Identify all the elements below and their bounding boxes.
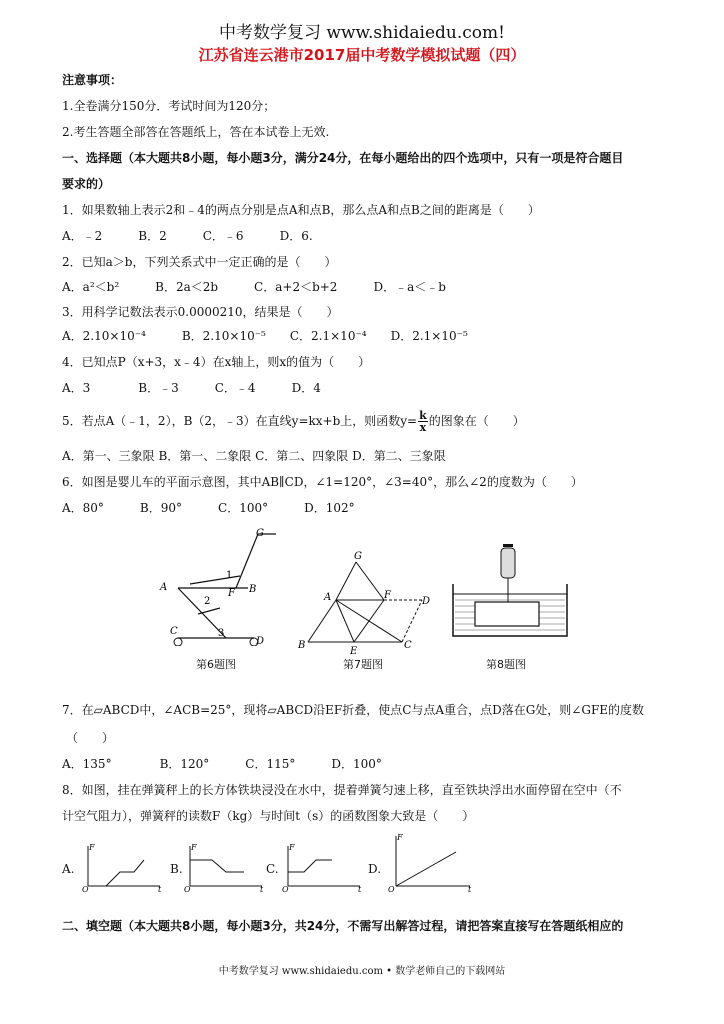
fig6-angle-2: 2 (204, 596, 211, 607)
q5-fraction-den: x (419, 421, 427, 434)
fig6-angle-3: 3 (218, 628, 225, 639)
fig6-label-C: C (170, 626, 178, 637)
figure-7-parallelogram (294, 550, 434, 660)
fig7-label-B: B (298, 640, 306, 651)
q8-graph-c[interactable] (280, 842, 364, 892)
fig6-label-B: B (249, 584, 257, 595)
q8-graph-d-y-axis: F (397, 833, 403, 842)
figure-6-caption: 第6题图 (196, 658, 236, 671)
fig6-label-D: D (256, 636, 265, 646)
notes-heading: 注意事项： (62, 73, 123, 87)
q8-graph-c-x-axis: t (358, 885, 362, 892)
figure-7-caption: 第7题图 (343, 658, 383, 671)
fig6-label-A: A (160, 582, 168, 593)
site-header: 中考数学复习 www.shidaiedu.com! (218, 23, 505, 43)
q8-option-a-label[interactable]: A. (62, 862, 75, 876)
q8-graph-d[interactable] (384, 832, 474, 892)
q5-stem-line (62, 410, 525, 433)
fig6-angle-1: 1 (226, 570, 233, 581)
q5-fraction-num: k (419, 409, 427, 422)
fig7-label-E: E (350, 646, 358, 657)
q2-options: A．a²＜b² B．2a＜2b C．a+2＜b+2 D．﹣a＜﹣b (62, 280, 446, 294)
section1-heading-cont: 要求的） (62, 177, 111, 191)
section2-heading: 二、填空题（本大题共8小题，每小题3分，共24分，不需写出解答过程，请把答案直接写在答题纸相应的 (62, 919, 624, 933)
q8-graph-d-origin: O (388, 885, 395, 892)
q1-options: A．﹣2 B．2 C．﹣6 D．6. (62, 229, 313, 243)
q8-option-d-label[interactable]: D. (368, 862, 382, 876)
q8-graph-a-origin: O (82, 885, 89, 892)
q7-options: A．135° B．120° C．115° D．100° (62, 757, 382, 771)
q8-stem-line2: 计空气阻力），弹簧秤的读数F（kg）与时间t（s）的函数图象大致是（ ） (62, 809, 475, 823)
fig6-label-F: F (228, 588, 235, 599)
q8-option-c-label[interactable]: C. (266, 862, 279, 876)
fig7-label-C: C (404, 640, 412, 651)
section1-heading: 一、选择题（本大题共8小题，每小题3分，满分24分，在每小题给出的四个选项中，只有一项是符合题目 (62, 151, 624, 165)
q3-options: A．2.10×10⁻⁴ B．2.10×10⁻⁵ C．2.1×10⁻⁴ D．2.1×10⁻⁵ (62, 329, 468, 343)
q4-stem: 4．已知点P（x+3，x﹣4）在x轴上，则x的值为（ ） (62, 355, 371, 369)
figure-8-caption: 第8题图 (486, 658, 526, 671)
q8-graph-d-x-axis: t (468, 885, 472, 892)
q2-stem: 2．已知a＞b，下列关系式中一定正确的是（ ） (62, 255, 337, 269)
q5-stem-b: 的图象在（ ） (428, 414, 525, 428)
q8-graph-b-y-axis: F (191, 843, 197, 852)
q6-options: A．80° B．90° C．100° D．102° (62, 501, 355, 515)
exam-title: 江苏省连云港市2017届中考数学模拟试题（四） (198, 46, 526, 64)
q4-options: A．3 B．﹣3 C．﹣4 D．4 (62, 381, 321, 395)
figure-8-spring-scale (451, 540, 571, 650)
q8-graph-c-origin: O (282, 885, 289, 892)
q5-fraction (418, 410, 428, 433)
page-footer: 中考数学复习 www.shidaiedu.com • 数学老师自己的下载网站 (218, 966, 506, 977)
fig7-label-F: F (384, 590, 391, 601)
note-1: 1.全卷满分150分．考试时间为120分； (62, 99, 276, 113)
note-2: 2.考生答题全部答在答题纸上，答在本试卷上无效. (62, 125, 330, 139)
q5-options: A．第一、三象限 B．第一、二象限 C．第二、四象限 D．第二、三象限 (62, 449, 446, 463)
q6-stem: 6．如图是婴儿车的平面示意图，其中AB∥CD，∠1=120°，∠3=40°，那么∠2的度数为（ ） (62, 475, 583, 489)
q8-option-b-label[interactable]: B. (170, 862, 183, 876)
q8-graph-a-x-axis: t (158, 885, 162, 892)
q5-stem-a: 5．若点A（﹣1，2），B（2，﹣3）在直线y=kx+b上，则函数y= (62, 414, 418, 428)
q1-stem: 1．如果数轴上表示2和﹣4的两点分别是点A和点B，那么点A和点B之间的距离是（ ） (62, 203, 540, 217)
fig7-label-D: D (422, 596, 431, 607)
q3-stem: 3．用科学记数法表示0.0000210，结果是（ ） (62, 305, 339, 319)
figure-6-stroller (158, 526, 298, 646)
q8-graph-b-origin: O (184, 885, 191, 892)
q8-graph-b[interactable] (182, 842, 266, 892)
q8-graph-c-y-axis: F (289, 843, 295, 852)
q8-stem-line1: 8．如图，挂在弹簧秤上的长方体铁块浸没在水中，提着弹簧匀速上移，直至铁块浮出水面停留在空中（不 (62, 783, 622, 797)
q7-paren: （ ） (66, 731, 115, 745)
q8-graph-b-x-axis: t (260, 885, 264, 892)
fig7-label-G: G (354, 551, 362, 562)
fig7-label-A: A (324, 592, 332, 603)
q8-graph-a[interactable] (80, 842, 164, 892)
q7-stem: 7．在▱ABCD中，∠ACB=25°，现将▱ABCD沿EF折叠，使点C与点A重合，点D落在G处，则∠GFE的度数 (62, 703, 645, 717)
q8-graph-a-y-axis: F (89, 843, 95, 852)
fig6-label-G: G (256, 528, 264, 539)
